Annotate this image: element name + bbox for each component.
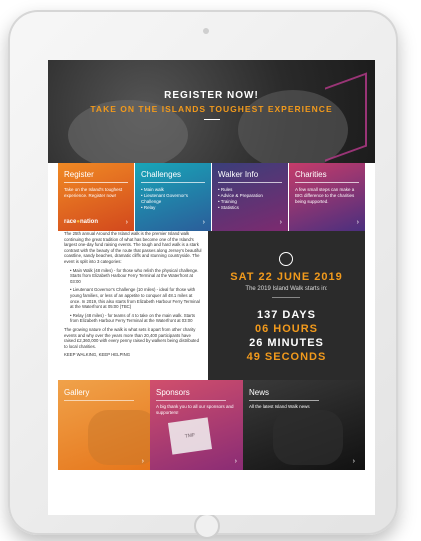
chevron-right-icon[interactable]: ›	[356, 219, 359, 226]
tile-divider	[64, 182, 128, 183]
chevron-right-icon[interactable]: ›	[202, 219, 205, 226]
page-footer	[58, 470, 365, 515]
tile-challenges[interactable]	[135, 163, 211, 231]
tile-charities[interactable]	[289, 163, 365, 231]
tile-list: • Rules • Advice & Preparation • Training • Statistics	[218, 187, 263, 210]
tile-title: Register	[64, 170, 94, 179]
hero-subtitle: TAKE ON THE ISLANDS TOUGHEST EXPERIENCE	[90, 104, 333, 114]
chevron-right-icon[interactable]: ›	[279, 219, 282, 226]
tile-title: Walker Info	[218, 170, 259, 179]
tile-walker-info[interactable]	[212, 163, 288, 231]
chevron-right-icon[interactable]: ›	[352, 458, 355, 465]
article-slogan: KEEP WALKING, KEEP HELPING	[64, 352, 131, 358]
sponsor-logo-card: TMF	[168, 417, 212, 454]
tile-text: A few small steps can make a BIG difference to the charities being supported.	[295, 187, 355, 204]
tile-divider	[249, 400, 319, 401]
article-paragraph: The growing nature of the walk is what sets it apart from other charity events and why over the years more than 20,400 participants have raised £2,360,000 with every penny raised by walkers being distributed to local charities.	[64, 326, 199, 349]
feature-tiles	[58, 163, 365, 231]
hero-title[interactable]: REGISTER NOW!	[164, 90, 259, 101]
website-screen	[48, 60, 375, 515]
countdown-seconds: 49 SECONDS	[246, 351, 327, 363]
countdown-days: 137 DAYS	[257, 309, 316, 321]
article-bullet: • Relay (48 miles) - for teams of 4 to take on the main walk. Starts from Elizabeth Harbour Ferry Terminal at the Waterfront at 03:00	[70, 312, 195, 324]
chevron-right-icon[interactable]: ›	[141, 458, 144, 465]
tile-text: A big thank you to all our sponsors and supporters!	[156, 404, 234, 415]
race-nation-logo: race●nation	[64, 219, 98, 225]
event-date: SAT 22 JUNE 2019	[230, 271, 343, 283]
hero-divider	[204, 119, 220, 120]
tile-title: News	[249, 388, 270, 397]
tile-sponsors[interactable]	[150, 380, 243, 470]
tile-register[interactable]	[58, 163, 134, 231]
countdown-hours: 06 HOURS	[254, 323, 319, 335]
tile-gallery[interactable]	[58, 380, 150, 470]
article-bullet: • Lieutenant Governor's Challenge (10 miles) - ideal for those with young families, or less of an appetite to conquer all 48.1 miles at once. In 2019, this also starts from Elizabeth Harbour Ferry Terminal at the Waterfront at 05:00 (TBC)	[70, 287, 200, 310]
news-photo	[273, 410, 343, 465]
tile-text: Take on the Island's toughest experience. Register now!	[64, 187, 123, 198]
bottom-tiles	[58, 380, 365, 470]
chevron-right-icon[interactable]: ›	[234, 458, 237, 465]
countdown-panel	[208, 231, 365, 380]
tile-divider	[295, 182, 359, 183]
tile-divider	[64, 400, 134, 401]
camera-dot	[203, 28, 209, 34]
tile-text: All the latest Island Walk news	[249, 404, 310, 409]
tile-title: Charities	[295, 170, 327, 179]
tile-title: Gallery	[64, 388, 90, 397]
home-button[interactable]	[194, 513, 220, 539]
hexagon-decor	[325, 72, 367, 161]
tile-news[interactable]	[243, 380, 365, 470]
tile-title: Challenges	[141, 170, 182, 179]
tile-divider	[156, 400, 226, 401]
tile-list: • Main walk • Lieutenant Governor's Challenge • Relay	[141, 187, 188, 210]
article-paragraph: The 25th annual Around the Island walk is the premier Island walk continuing the great tradition of what has become one of the Island's largest one-day fund raising events. The tough and hard walk is a stark contrast with the beauty of the route that passes along Jersey's beautiful coastline, sandy beaches, dramatic cliffs and stunning countryside. The event is split into 3 categories:	[64, 231, 202, 264]
gallery-photo	[88, 410, 150, 465]
countdown-minutes: 26 MINUTES	[249, 337, 324, 349]
countdown-divider	[272, 297, 300, 298]
hero-banner	[48, 60, 375, 163]
intro-article	[58, 231, 208, 380]
countdown-subtitle: The 2019 Island Walk starts in:	[245, 286, 328, 292]
clock-icon	[279, 252, 293, 266]
tile-divider	[141, 182, 205, 183]
chevron-right-icon[interactable]: ›	[125, 219, 128, 226]
article-bullet: • Main Walk (48 miles) - for those who relish the physical challenge. Starts from Elizabeth Harbour Ferry Terminal at the Waterfront at 03:00	[70, 267, 199, 284]
tile-divider	[218, 182, 282, 183]
tile-title: Sponsors	[156, 388, 190, 397]
tablet-frame	[8, 10, 398, 535]
